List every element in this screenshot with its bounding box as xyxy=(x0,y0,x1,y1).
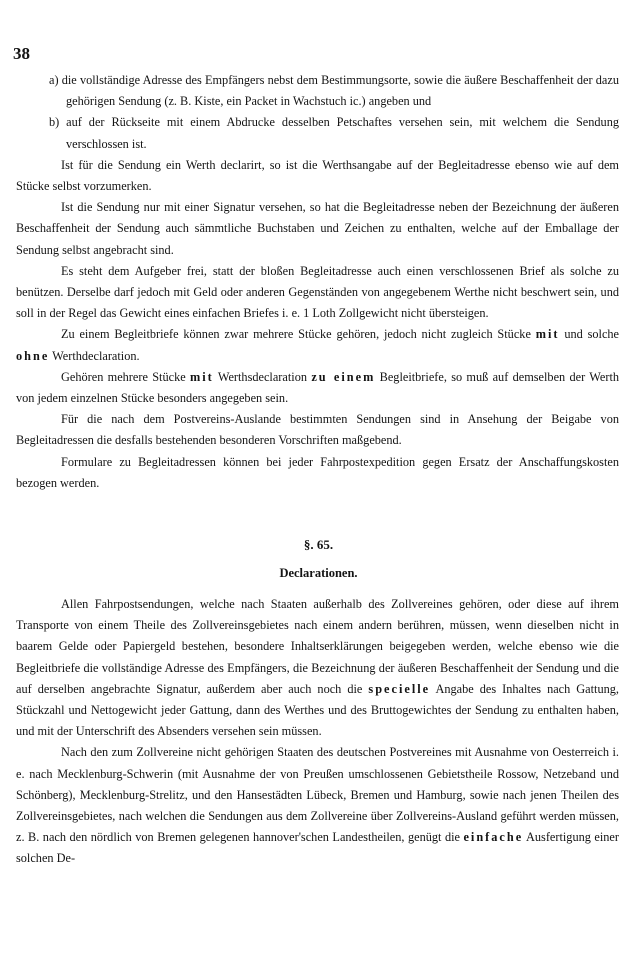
list-item-b: b) auf der Rückseite mit einem Abdrucke desselben Petschaftes versehen sein, mit welchem die Sendung verschlossen ist. xyxy=(49,115,619,151)
text-run: Gehören mehrere Stücke xyxy=(61,369,186,384)
paragraph-foreign-consignments: Für die nach dem Postvereins-Auslande bestimmten Sendungen sind in Ansehung der Beigabe von Begleitadressen die desfalls bestehenden besonderen Vorschriften maßgebend. xyxy=(16,412,619,448)
text-run: Begleitbriefe, so muß auf demselben der Werth von jedem einzelnen Stücke besonders angegeben sein. xyxy=(16,369,620,406)
text-run: Werthsdeclaration xyxy=(217,369,307,384)
paragraph-multiple-pieces xyxy=(16,367,619,409)
emphasis-ohne: ohne xyxy=(16,348,50,363)
text-run: Nach den zum Zollvereine nicht gehörigen Staaten des deutschen Postvereines mit Ausnahme von Oesterreich i. e. nach Mecklenburg-Schwerin (mit Ausnahme der von Preußen umschlossenen Gebietstheile Rossow, Netzeband und Schönberg), Mecklenburg-Strelitz, und den Hansestädten Lübeck, Bremen und Hamburg, sowie nach jenen Theilen des Zollvereinsgebietes, nach welchen die Sendungen aus dem Zollvereine über Zollvereins-Ausland geführt werden müssen, z. B. nach den nördlich von Bremen gelegenen hannover'schen Landestheilen, genügt die xyxy=(16,745,619,845)
lower-text-block xyxy=(16,594,619,870)
paragraph-sealed-letter: Es steht dem Aufgeber frei, statt der bloßen Begleitadresse auch einen verschlossenen Brief als solche zu benützen. Derselbe darf jedoch mit Geld oder anderen Gegenständen von angegebenem Werthe nicht beschwert sein, und soll in der Regel das Gewicht eines einfachen Briefes i. e. 1 Loth Zollgewicht nicht übersteigen. xyxy=(16,263,619,321)
emphasis-specielle: specielle xyxy=(368,681,431,696)
text-run: Angabe des Inhaltes nach Gattung, Stückzahl und Nettogewicht jeder Gattung, dann des Werthes und des Bruttogewichtes der Sendung zu enthalten haben, und mit der Unterschrift des Absenders versehen sein müssen. xyxy=(16,681,619,739)
text-run: Werthdeclaration. xyxy=(52,348,140,363)
emphasis-einfache: einfache xyxy=(463,830,524,845)
emphasis-mit: mit xyxy=(535,327,560,342)
section-title: Declarationen. xyxy=(279,566,358,580)
paragraph-accompanying-letter xyxy=(16,324,619,366)
section-number: §. 65. xyxy=(303,537,334,552)
text-run: Allen Fahrpostsendungen, welche nach Staaten außerhalb des Zollvereines gehören, oder diese auf ihrem Transporte von einem Theile des Zollvereinsgebietes nach einem andern berühren, müssen, wenn dieselben nicht in baarem Gelde oder Papiergeld bestehen, besondere Inhaltserklärungen beigegeben werden, welche ebenso wie die Begleitbriefe die vollständige Adresse des Empfängers, die Bezeichnung der äußeren Beschaffenheit der Sendung und die auf derselben angebrachte Signatur, außerdem aber auch noch die xyxy=(16,597,619,696)
emphasis-mit: mit xyxy=(190,369,214,384)
paragraph-declarations xyxy=(16,594,619,742)
text-run: und solche xyxy=(564,327,620,342)
paragraph-postal-union xyxy=(16,742,619,869)
text-run: Zu einem Begleitbriefe können zwar mehrere Stücke gehören, jedoch nicht zugleich Stücke xyxy=(61,327,531,342)
text-run: Ausfertigung einer solchen De- xyxy=(16,830,619,866)
upper-text-block xyxy=(16,70,619,494)
list-item-a: a) die vollständige Adresse des Empfängers nebst dem Bestimmungsorte, sowie die äußere Beschaffenheit der dazu gehörigen Sendung (z. B. Kiste, ein Packet in Wachstuch ic.) angeben und xyxy=(49,73,619,109)
paragraph-signature: Ist die Sendung nur mit einer Signatur versehen, so hat die Begleitadresse neben der Bezeichnung der äußeren Beschaffenheit der Sendung auch sämmtliche Buchstaben und Zeichen zu enthalten, welche auf der Emballage der Sendung selbst angebracht sind. xyxy=(16,200,619,257)
paragraph-forms: Formulare zu Begleitadressen können bei jeder Fahrpostexpedition gegen Ersatz der Anschaffungskosten bezogen werden. xyxy=(16,454,619,490)
paragraph-declared-value: Ist für die Sendung ein Werth declarirt, so ist die Werthsangabe auf der Begleitadresse ebenso wie auf dem Stücke selbst vorzumerken. xyxy=(16,157,619,194)
emphasis-zu-einem: zu einem xyxy=(311,369,376,384)
page-number: 38 xyxy=(13,44,30,63)
